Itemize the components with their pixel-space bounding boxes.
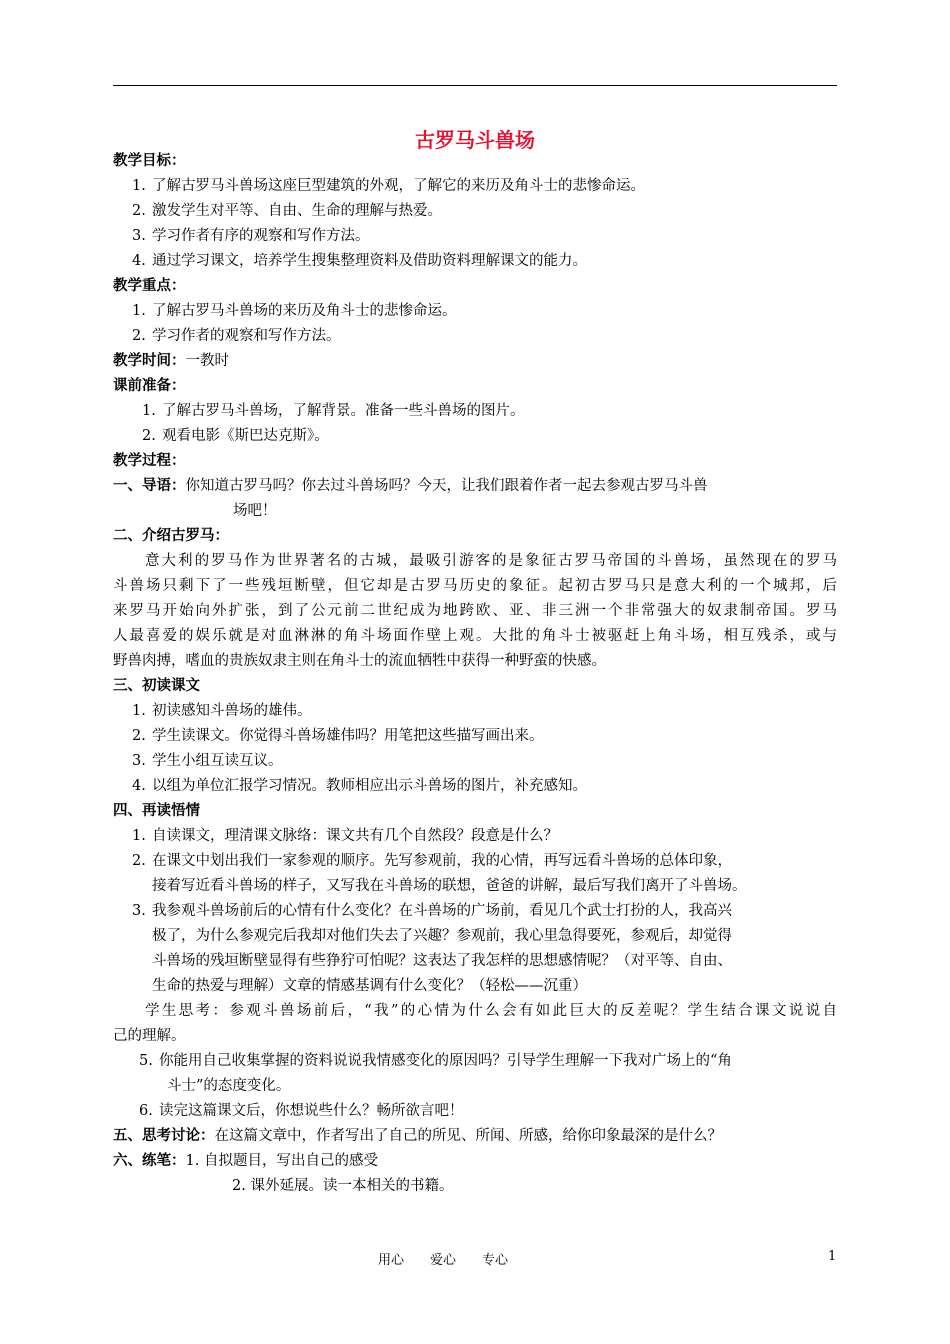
goal-item: 3. 学习作者有序的观察和写作方法。: [132, 228, 370, 244]
section2-heading: 二、介绍古罗马：: [113, 527, 229, 544]
student-think-line: 学生思考：参观斗兽场前后，“我”的心情为什么会有如此巨大的反差呢？学生结合课文说说自: [145, 1003, 837, 1019]
reread-item-cont: 生命的热爱与理解）文章的情感基调有什么变化？（轻松——沉重）: [152, 978, 587, 994]
goal-item: 1. 了解古罗马斗兽场这座巨型建筑的外观，了解它的来历及角斗士的悲惨命运。: [132, 178, 645, 194]
reread-item-cont: 接着写近看斗兽场的样子，又写我在斗兽场的联想，爸爸的讲解，最后写我们离开了斗兽场。: [152, 878, 747, 894]
intro-line-cont: 场吧！: [233, 503, 277, 519]
writing-practice-item: 2. 课外延展。读一本相关的书籍。: [232, 1178, 454, 1194]
key-point-item: 2. 学习作者的观察和写作方法。: [132, 328, 341, 344]
rome-paragraph-line: 人最喜爱的娱乐就是对血淋淋的角斗场面作壁上观。大批的角斗士被驱赶上角斗场，相互残杀，或与: [113, 628, 837, 644]
page-title: 古罗马斗兽场: [415, 128, 535, 152]
footer-motto: 用心 爱心 专心: [378, 1253, 509, 1268]
key-points-heading: 教学重点：: [113, 277, 186, 294]
rome-paragraph-line: 野兽肉搏，嗜血的贵族奴隶主则在角斗士的流血牺牲中获得一种野蛮的快感。: [113, 653, 606, 669]
reread-item: 1. 自读课文，理清课文脉络：课文共有几个自然段？段意是什么？: [132, 828, 558, 844]
prep-item: 1. 了解古罗马斗兽场，了解背景。准备一些斗兽场的图片。: [142, 403, 525, 419]
reading-item: 3. 学生小组互读互议。: [132, 753, 283, 769]
rome-paragraph-line: 意大利的罗马作为世界著名的古城，最吸引游客的是象征古罗马帝国的斗兽场，虽然现在的罗马: [145, 553, 837, 569]
reread-item-cont: 斗士”的态度变化。: [167, 1078, 291, 1094]
goal-item: 4. 通过学习课文，培养学生搜集整理资料及借助资料理解课文的能力。: [132, 253, 587, 269]
teaching-time: 教学时间：一教时: [113, 352, 229, 369]
writing-practice-line: 六、练笔：1. 自拟题目，写出自己的感受: [113, 1152, 378, 1169]
intro-line: 一、导语：你知道古罗马吗？你去过斗兽场吗？今天，让我们跟着作者一起去参观古罗马斗兽: [113, 477, 708, 494]
section3-heading: 三、初读课文: [113, 677, 200, 694]
rome-paragraph-line: 斗兽场只剩下了一些残垣断壁，但它却是古罗马历史的象征。起初古罗马只是意大利的一个城邦，后: [113, 578, 837, 594]
reading-item: 1. 初读感知斗兽场的雄伟。: [132, 703, 312, 719]
reread-item: 6. 读完这篇课文后，你想说些什么？畅所欲言吧！: [139, 1103, 464, 1119]
header-rule: [113, 85, 837, 86]
reread-item-cont: 极了，为什么参观完后我却对他们失去了兴趣？参观前，我心里急得要死，参观后，却觉得: [152, 928, 732, 944]
reread-item: 2. 在课文中划出我们一家参观的顺序。先写参观前，我的心情，再写远看斗兽场的总体印象，: [132, 853, 732, 869]
process-heading: 教学过程：: [113, 452, 186, 469]
reread-item: 3. 我参观斗兽场前后的心情有什么变化？在斗兽场的广场前，看见几个武士打扮的人，我高兴: [132, 903, 732, 919]
goals-heading: 教学目标：: [113, 152, 186, 169]
reading-item: 2. 学生读课文。你觉得斗兽场雄伟吗？用笔把这些描写画出来。: [132, 728, 544, 744]
goal-item: 2. 激发学生对平等、自由、生命的理解与热爱。: [132, 203, 442, 219]
discussion-line: 五、思考讨论：在这篇文章中，作者写出了自己的所见、所闻、所感，给你印象最深的是什么？: [113, 1127, 722, 1144]
page-number: 1: [828, 1249, 837, 1264]
prep-heading: 课前准备：: [113, 377, 186, 394]
reread-item: 5. 你能用自己收集掌握的资料说说我情感变化的原因吗？引导学生理解一下我对广场上的“角: [139, 1053, 732, 1069]
key-point-item: 1. 了解古罗马斗兽场的来历及角斗士的悲惨命运。: [132, 303, 457, 319]
section4-heading: 四、再读悟情: [113, 802, 200, 819]
reading-item: 4. 以组为单位汇报学习情况。教师相应出示斗兽场的图片，补充感知。: [132, 778, 587, 794]
student-think-line: 己的理解。: [113, 1028, 186, 1044]
reread-item-cont: 斗兽场的残垣断壁显得有些狰狞可怕呢？这表达了我怎样的思想感情呢？（对平等、自由、: [152, 953, 732, 969]
prep-item: 2. 观看电影《斯巴达克斯》。: [142, 428, 329, 444]
rome-paragraph-line: 来罗马开始向外扩张，到了公元前二世纪成为地跨欧、亚、非三洲一个非常强大的奴隶制帝国。罗马: [113, 603, 837, 619]
